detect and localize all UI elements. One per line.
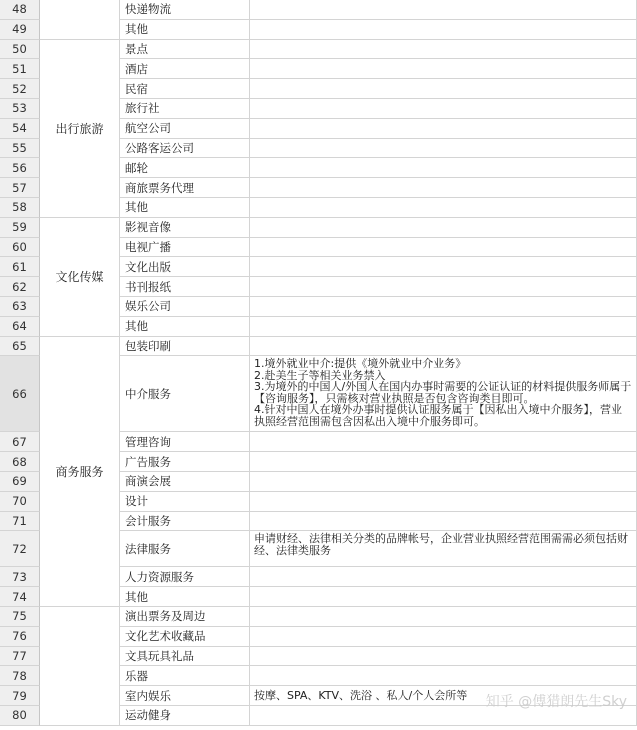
row-header[interactable]: 72	[0, 531, 40, 567]
subcategory-cell[interactable]: 其他	[120, 587, 250, 607]
note-cell[interactable]	[250, 512, 637, 532]
row-header[interactable]: 79	[0, 686, 40, 706]
row-header[interactable]: 59	[0, 218, 40, 238]
category-cell[interactable]: 文化传媒	[40, 218, 120, 337]
subcategory-cell[interactable]: 其他	[120, 317, 250, 337]
row-header[interactable]: 58	[0, 198, 40, 218]
note-cell[interactable]: 按摩、SPA、KTV、洗浴 、私人/个人会所等	[250, 686, 637, 706]
note-cell[interactable]: 申请财经、法律相关分类的品牌帐号，企业营业执照经营范围需需必须包括财经、法律类服务	[250, 531, 637, 567]
subcategory-cell[interactable]: 书刊报纸	[120, 277, 250, 297]
row-header[interactable]: 68	[0, 452, 40, 472]
row-header[interactable]: 53	[0, 99, 40, 119]
note-cell[interactable]: 1.境外就业中介:提供《境外就业中介业务》 2.赴美生子等相关业务禁入 3.为境外的中国人/外国人在国内办事时需要的公证认证的材料提供服务师属于【咨询服务】，只需核对营业执照是否包含咨询类目即可。 4.针对中国人在境外办事时提供认证服务属于【因私出入境中介服务】，营业执照经营范围需包含因私出入境中介服务即可。	[250, 356, 637, 432]
subcategory-cell[interactable]: 法律服务	[120, 531, 250, 567]
subcategory-cell[interactable]: 包装印刷	[120, 337, 250, 357]
row-header[interactable]: 80	[0, 706, 40, 726]
row-header[interactable]: 70	[0, 492, 40, 512]
row-header[interactable]: 78	[0, 666, 40, 686]
row-header[interactable]: 57	[0, 178, 40, 198]
subcategory-cell[interactable]: 中介服务	[120, 356, 250, 432]
note-cell[interactable]	[250, 337, 637, 357]
note-cell[interactable]	[250, 139, 637, 159]
subcategory-cell[interactable]: 邮轮	[120, 158, 250, 178]
note-cell[interactable]	[250, 119, 637, 139]
row-header[interactable]: 48	[0, 0, 40, 20]
row-header[interactable]: 74	[0, 587, 40, 607]
watermark: 知乎 @傅猎朗先生Sky	[485, 694, 627, 710]
subcategory-cell[interactable]: 航空公司	[120, 119, 250, 139]
row-header[interactable]: 77	[0, 647, 40, 667]
row-header[interactable]: 71	[0, 512, 40, 532]
subcategory-cell[interactable]: 室内娱乐	[120, 686, 250, 706]
note-cell[interactable]	[250, 198, 637, 218]
row-header[interactable]: 63	[0, 297, 40, 317]
subcategory-cell[interactable]: 管理咨询	[120, 432, 250, 452]
category-cell[interactable]	[40, 0, 120, 40]
row-header[interactable]: 62	[0, 277, 40, 297]
subcategory-cell[interactable]: 旅行社	[120, 99, 250, 119]
subcategory-cell[interactable]: 文具玩具礼品	[120, 647, 250, 667]
subcategory-cell[interactable]: 景点	[120, 40, 250, 60]
note-cell[interactable]	[250, 218, 637, 238]
row-header[interactable]: 56	[0, 158, 40, 178]
subcategory-cell[interactable]: 设计	[120, 492, 250, 512]
note-cell[interactable]	[250, 20, 637, 40]
row-header[interactable]: 73	[0, 567, 40, 587]
row-header[interactable]: 60	[0, 238, 40, 258]
category-cell[interactable]: 商务服务	[40, 337, 120, 607]
note-cell[interactable]	[250, 587, 637, 607]
subcategory-cell[interactable]: 影视音像	[120, 218, 250, 238]
note-cell[interactable]	[250, 99, 637, 119]
subcategory-cell[interactable]: 演出票务及周边	[120, 607, 250, 627]
row-header[interactable]: 55	[0, 139, 40, 159]
subcategory-cell[interactable]: 公路客运公司	[120, 139, 250, 159]
subcategory-cell[interactable]: 民宿	[120, 79, 250, 99]
note-cell[interactable]	[250, 647, 637, 667]
note-cell[interactable]	[250, 472, 637, 492]
row-header[interactable]: 75	[0, 607, 40, 627]
row-header[interactable]: 52	[0, 79, 40, 99]
note-cell[interactable]	[250, 79, 637, 99]
subcategory-cell[interactable]: 乐器	[120, 666, 250, 686]
subcategory-cell[interactable]: 运动健身	[120, 706, 250, 726]
note-cell[interactable]	[250, 452, 637, 472]
row-header[interactable]: 51	[0, 59, 40, 79]
note-cell[interactable]	[250, 627, 637, 647]
note-cell[interactable]	[250, 0, 637, 20]
row-header[interactable]: 64	[0, 317, 40, 337]
note-cell[interactable]	[250, 40, 637, 60]
note-cell[interactable]	[250, 277, 637, 297]
row-header[interactable]: 54	[0, 119, 40, 139]
row-header[interactable]: 76	[0, 627, 40, 647]
row-header[interactable]: 49	[0, 20, 40, 40]
row-header[interactable]: 67	[0, 432, 40, 452]
subcategory-cell[interactable]: 商演会展	[120, 472, 250, 492]
note-cell[interactable]	[250, 238, 637, 258]
subcategory-cell[interactable]: 文化出版	[120, 257, 250, 277]
category-cell[interactable]: 出行旅游	[40, 40, 120, 218]
note-cell[interactable]	[250, 257, 637, 277]
note-cell[interactable]	[250, 59, 637, 79]
subcategory-cell[interactable]: 商旅票务代理	[120, 178, 250, 198]
subcategory-cell[interactable]: 广告服务	[120, 452, 250, 472]
note-cell[interactable]	[250, 607, 637, 627]
note-cell[interactable]	[250, 178, 637, 198]
subcategory-cell[interactable]: 快递物流	[120, 0, 250, 20]
subcategory-cell[interactable]: 其他	[120, 198, 250, 218]
note-cell[interactable]	[250, 158, 637, 178]
row-header[interactable]: 69	[0, 472, 40, 492]
note-cell[interactable]	[250, 706, 637, 726]
subcategory-cell[interactable]: 酒店	[120, 59, 250, 79]
subcategory-cell[interactable]: 电视广播	[120, 238, 250, 258]
category-cell[interactable]	[40, 607, 120, 726]
note-cell[interactable]	[250, 567, 637, 587]
subcategory-cell[interactable]: 人力资源服务	[120, 567, 250, 587]
row-header[interactable]: 50	[0, 40, 40, 60]
note-cell[interactable]	[250, 432, 637, 452]
note-cell[interactable]	[250, 317, 637, 337]
subcategory-cell[interactable]: 娱乐公司	[120, 297, 250, 317]
row-header[interactable]: 66	[0, 356, 40, 432]
row-header[interactable]: 65	[0, 337, 40, 357]
note-cell[interactable]	[250, 492, 637, 512]
subcategory-cell[interactable]: 文化艺术收藏品	[120, 627, 250, 647]
note-cell[interactable]	[250, 297, 637, 317]
subcategory-cell[interactable]: 会计服务	[120, 512, 250, 532]
row-header[interactable]: 61	[0, 257, 40, 277]
subcategory-cell[interactable]: 其他	[120, 20, 250, 40]
note-cell[interactable]	[250, 666, 637, 686]
